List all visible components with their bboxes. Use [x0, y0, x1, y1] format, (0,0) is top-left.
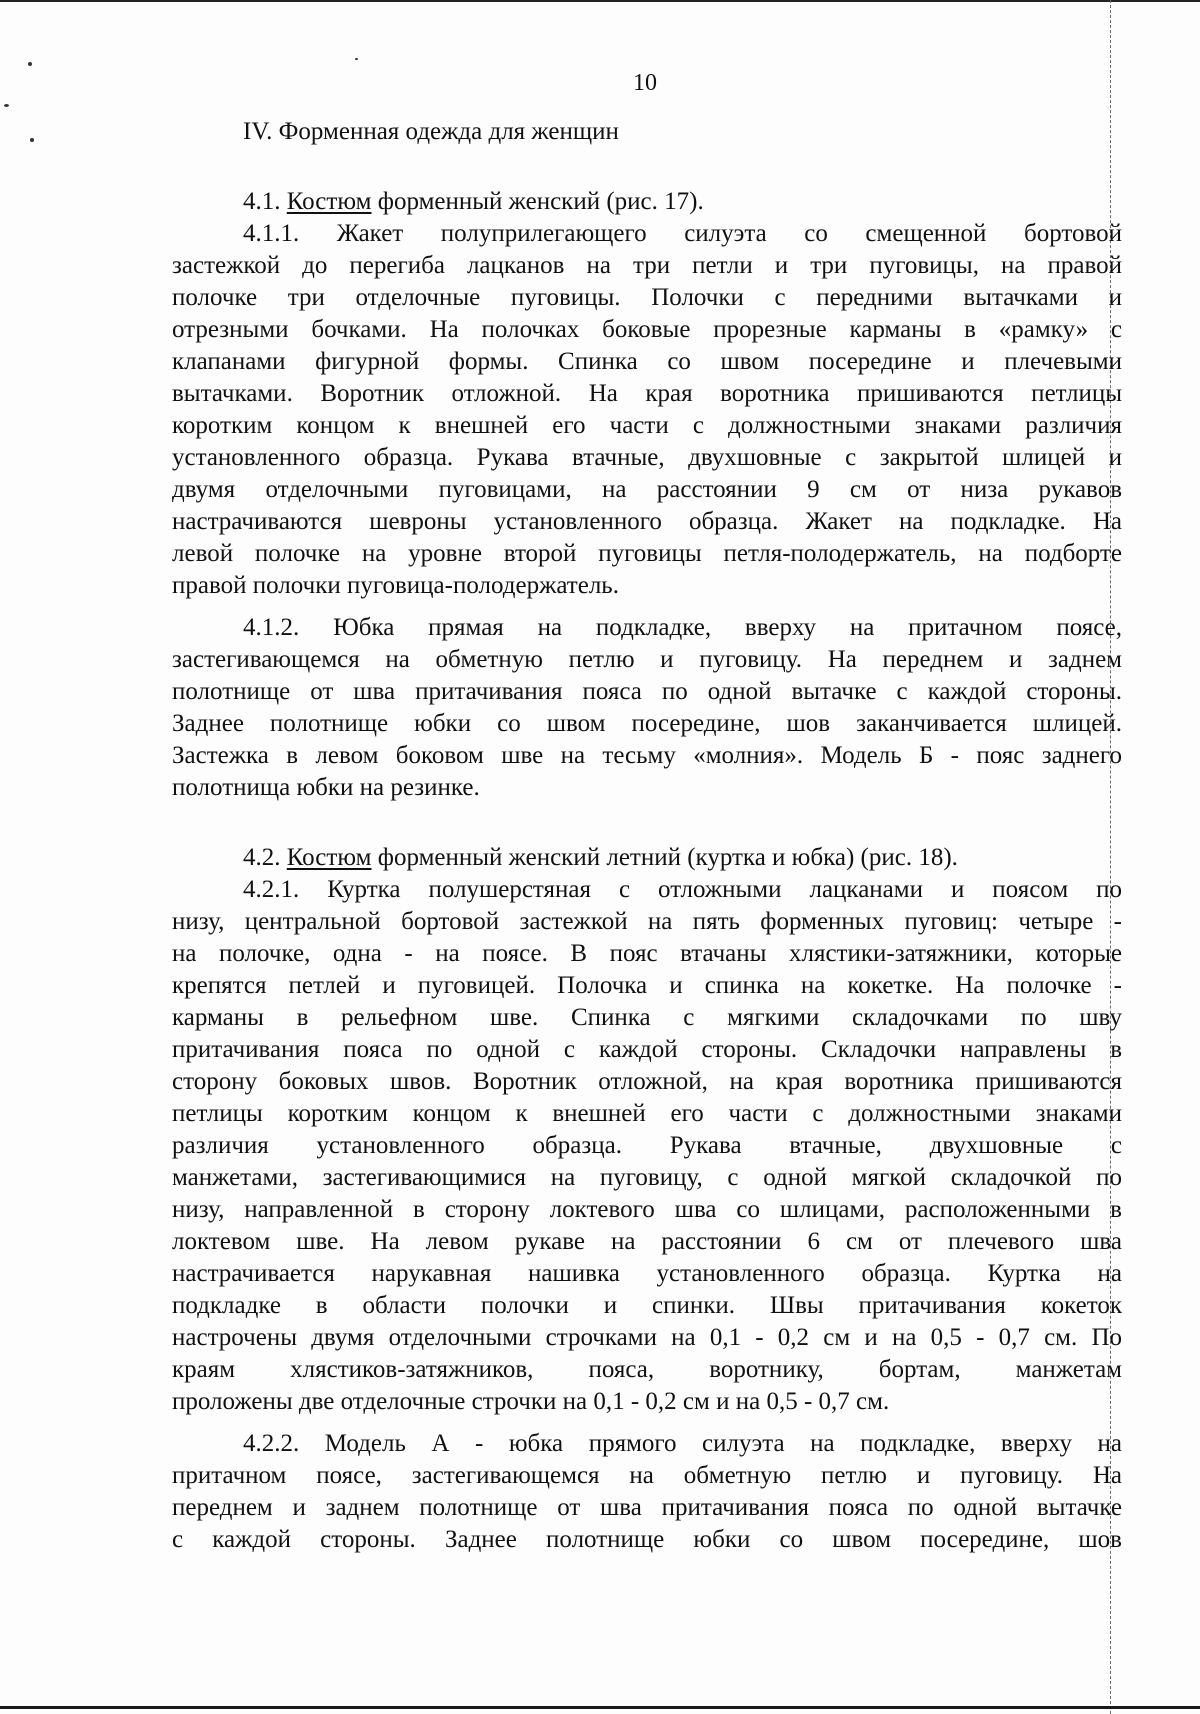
page-number: 10 [633, 70, 657, 96]
text-line: переднем и заднем полотнище от шва притачивания пояса по одной вытачке [172, 1494, 1122, 1521]
underlined-term: Костюм [286, 844, 372, 871]
text-line: застежкой до перегиба лацканов на три петли и три пуговицы, на правой [172, 252, 1122, 279]
scan-speck [28, 62, 32, 66]
scan-speck [30, 138, 34, 142]
text-line: 4.1.1. Жакет полуприлегающего силуэта со смещенной бортовой [243, 220, 1122, 247]
text-line: Заднее полотнище юбки со швом посередине, шов заканчивается шлицей. [172, 710, 1122, 737]
text-line: сторону боковых швов. Воротник отложной, на края воротника пришиваются [172, 1068, 1122, 1095]
text-line: коротким концом к внешней его части с должностными знаками различия [172, 412, 1122, 439]
text-line: на полочке, одна - на поясе. В пояс втачаны хлястики-затяжники, которые [172, 940, 1122, 967]
text-line: полотнища юбки на резинке. [172, 774, 480, 801]
text-line: крепятся петлей и пуговицей. Полочка и спинка на кокетке. На полочке - [172, 972, 1122, 999]
text-line: левой полочке на уровне второй пуговицы петля-полодержатель, на подборте [172, 540, 1122, 567]
text-line: низу, центральной бортовой застежкой на пять форменных пуговиц: четыре - [172, 908, 1122, 935]
text-line: подкладке в области полочки и спинки. Швы притачивания кокеток [172, 1292, 1122, 1319]
text-line: притачивания пояса по одной с каждой стороны. Складочки направлены в [172, 1036, 1122, 1063]
underlined-term: Костюм [286, 188, 372, 215]
text-line: настрачиваются шевроны установленного образца. Жакет на подкладке. На [172, 508, 1122, 535]
scan-top-edge [0, 0, 1200, 2]
text-line: локтевом шве. На левом рукаве на расстоянии 6 см от плечевого шва [172, 1228, 1122, 1255]
text-line: правой полочки пуговица-полодержатель. [172, 572, 619, 599]
text-line: 4.2.1. Куртка полушерстяная с отложными лацканами и поясом по [243, 876, 1122, 903]
text-line: низу, направленной в сторону локтевого шва со шлицами, расположенными в [172, 1196, 1122, 1223]
text-line: полочке три отделочные пуговицы. Полочки с передними вытачками и [172, 284, 1122, 311]
text-line: 4.1.2. Юбка прямая на подкладке, вверху на притачном поясе, [243, 614, 1122, 641]
text-line: 4.2.2. Модель А - юбка прямого силуэта на подкладке, вверху на [243, 1430, 1122, 1457]
text-line: с каждой стороны. Заднее полотнище юбки со швом посередине, шов [172, 1526, 1122, 1553]
text-line: карманы в рельефном шве. Спинка с мягкими складочками по шву [172, 1004, 1122, 1031]
text-line: отрезными бочками. На полочках боковые прорезные карманы в «рамку» с [172, 316, 1122, 343]
text-line: петлицы коротким концом к внешней его части с должностными знаками [172, 1100, 1122, 1127]
text-line: вытачками. Воротник отложной. На края воротника пришиваются петлицы [172, 380, 1122, 407]
text-line: притачном поясе, застегивающемся на обметную петлю и пуговицу. На [172, 1462, 1122, 1489]
text-line: краям хлястиков-затяжников, пояса, воротнику, бортам, манжетам [172, 1356, 1122, 1383]
text-line: двумя отделочными пуговицами, на расстоянии 9 см от низа рукавов [172, 476, 1122, 503]
scan-speck [4, 104, 9, 107]
section-title: IV. Форменная одежда для женщин [243, 118, 619, 145]
section-heading [243, 186, 1122, 218]
scan-bottom-edge [0, 1706, 1200, 1709]
text-line: Застежка в левом боковом шве на тесьму «молния». Модель Б - пояс заднего [172, 742, 1122, 769]
scan-speck [355, 58, 358, 60]
heading-text: 4.1. [243, 188, 287, 215]
section-heading [243, 842, 1122, 874]
heading-text: форменный женский (рис. 17). [371, 188, 704, 215]
text-line: настрочены двумя отделочными строчками на 0,1 - 0,2 см и на 0,5 - 0,7 см. По [172, 1324, 1122, 1351]
text-line: различия установленного образца. Рукава втачные, двухшовные с [172, 1132, 1122, 1159]
text-line: застегивающемся на обметную петлю и пуговицу. На переднем и заднем [172, 646, 1122, 673]
text-line: проложены две отделочные строчки на 0,1 - 0,2 см и на 0,5 - 0,7 см. [172, 1388, 890, 1415]
text-line: полотнище от шва притачивания пояса по одной вытачке с каждой стороны. [172, 678, 1122, 705]
heading-text: форменный женский летний (куртка и юбка) (рис. 18). [371, 844, 958, 871]
heading-text: 4.2. [243, 844, 287, 871]
text-line: настрачивается нарукавная нашивка установленного образца. Куртка на [172, 1260, 1122, 1287]
text-line: клапанами фигурной формы. Спинка со швом посередине и плечевыми [172, 348, 1122, 375]
text-line: манжетами, застегивающимися на пуговицу, с одной мягкой складочкой по [172, 1164, 1122, 1191]
text-line: установленного образца. Рукава втачные, двухшовные с закрытой шлицей и [172, 444, 1122, 471]
